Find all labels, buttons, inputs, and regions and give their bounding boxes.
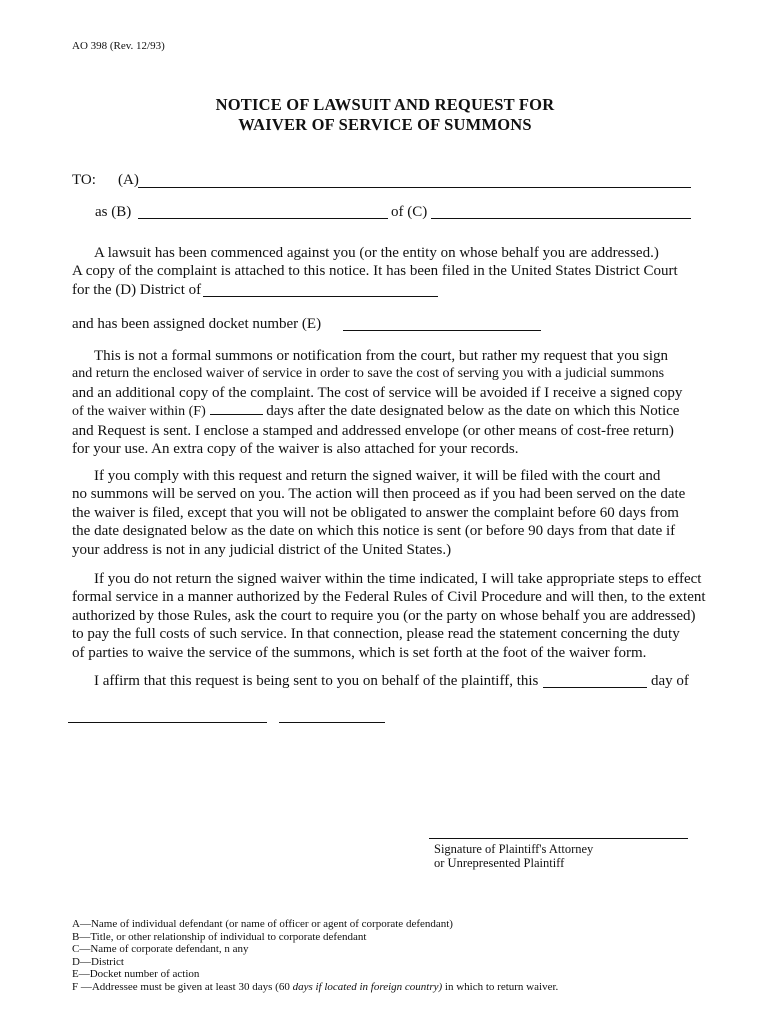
para4-line: If you do not return the signed waiver within the time indicated, I will take appropriate steps to effect bbox=[94, 571, 702, 587]
a-label: (A) bbox=[118, 172, 139, 188]
month-field[interactable] bbox=[68, 722, 267, 723]
paragraph-no-return bbox=[72, 570, 706, 662]
para1-line: A copy of the complaint is attached to this notice. It has been filed in the United States District Court bbox=[72, 263, 678, 280]
signature-line[interactable] bbox=[429, 838, 688, 839]
para3-line: your address is not in any judicial district of the United States.) bbox=[72, 541, 452, 558]
para1-line: A lawsuit has been commenced against you (or the entity on whose behalf you are addressed.) bbox=[94, 245, 659, 261]
form-id: AO 398 (Rev. 12/93) bbox=[72, 40, 165, 52]
paragraph-lawsuit bbox=[72, 244, 692, 299]
note-c: C—Name of corporate defendant, n any bbox=[72, 943, 249, 956]
waiver-days-field[interactable] bbox=[210, 402, 263, 415]
para1-line: for the (D) District of bbox=[72, 281, 202, 298]
note-e: E—Docket number of action bbox=[72, 968, 200, 981]
para4-line: to pay the full costs of such service. In that connection, please read the statement concerning the duty bbox=[72, 626, 680, 643]
para2-line: and return the enclosed waiver of service in order to save the cost of serving you with a judicial summons bbox=[72, 366, 665, 382]
para3-line: no summons will be served on you. The action will then proceed as if you had been served on the date bbox=[72, 486, 686, 503]
title-line-1: NOTICE OF LAWSUIT AND REQUEST FOR bbox=[215, 95, 555, 114]
signature-caption-2: or Unrepresented Plaintiff bbox=[434, 856, 565, 870]
note-f-post: in which to return waiver. bbox=[442, 980, 559, 993]
docket-label: and has been assigned docket number (E) bbox=[72, 316, 322, 332]
docket-number-field[interactable] bbox=[343, 330, 541, 331]
para2-line: This is not a formal summons or notification from the court, but rather my request that you sign bbox=[94, 348, 669, 364]
footnotes bbox=[72, 918, 558, 994]
para2-line-4b: days after the date designated below as the date on which this Notice bbox=[266, 403, 680, 420]
para2-line bbox=[72, 402, 692, 421]
para4-line: formal service in a manner authorized by the Federal Rules of Civil Procedure and will then, to the extent bbox=[72, 589, 706, 606]
para2-line: and Request is sent. I enclose a stamped and addressed envelope (or other means of cost-free return) bbox=[72, 422, 674, 439]
note-f bbox=[72, 981, 558, 994]
para2-line: for your use. An extra copy of the waiver is also attached for your records. bbox=[72, 441, 519, 458]
para2-line-4a: of the waiver within (F) bbox=[72, 404, 206, 420]
day-field[interactable] bbox=[543, 687, 647, 688]
para3-line: the waiver is filed, except that you will not be obligated to answer the complaint before 60 days from bbox=[72, 504, 679, 521]
para4-line: of parties to waive the service of the summons, which is set forth at the foot of the waiver form. bbox=[72, 644, 647, 661]
note-d: D—District bbox=[72, 955, 124, 968]
defendant-name-field[interactable] bbox=[138, 187, 691, 188]
affirm-text: I affirm that this request is being sent to you on behalf of the plaintiff, this bbox=[94, 673, 539, 689]
as-label: as (B) bbox=[95, 204, 132, 220]
of-label: of (C) bbox=[391, 204, 428, 220]
title-line-2: WAIVER OF SERVICE OF SUMMONS bbox=[238, 115, 532, 134]
title-relationship-field[interactable] bbox=[138, 218, 388, 219]
note-f-pre: F —Addressee must be given at least 30 days (60 bbox=[72, 980, 293, 993]
to-label: TO: bbox=[72, 172, 96, 188]
para3-line: If you comply with this request and return the signed waiver, it will be filed with the court and bbox=[94, 468, 661, 484]
paragraph-comply bbox=[72, 467, 692, 559]
day-of-label: day of bbox=[651, 673, 689, 689]
para4-line: authorized by those Rules, ask the court to require you (or the party on whose behalf you are addressed) bbox=[72, 607, 696, 624]
note-b: B—Title, or other relationship of individual to corporate defendant bbox=[72, 930, 367, 943]
district-field[interactable] bbox=[203, 296, 438, 297]
corporate-defendant-field[interactable] bbox=[431, 218, 691, 219]
signature-caption-1: Signature of Plaintiff's Attorney bbox=[434, 842, 594, 856]
year-field[interactable] bbox=[279, 722, 385, 723]
paragraph-request bbox=[72, 347, 692, 458]
note-a: A—Name of individual defendant (or name of officer or agent of corporate defendant) bbox=[72, 918, 453, 930]
para3-line: the date designated below as the date on which this notice is sent (or before 90 days from that date if bbox=[72, 523, 676, 540]
note-f-italic: days if located in foreign country) bbox=[292, 980, 443, 993]
para2-line: and an additional copy of the complaint. The cost of service will be avoided if I receive a signed copy bbox=[72, 384, 683, 401]
